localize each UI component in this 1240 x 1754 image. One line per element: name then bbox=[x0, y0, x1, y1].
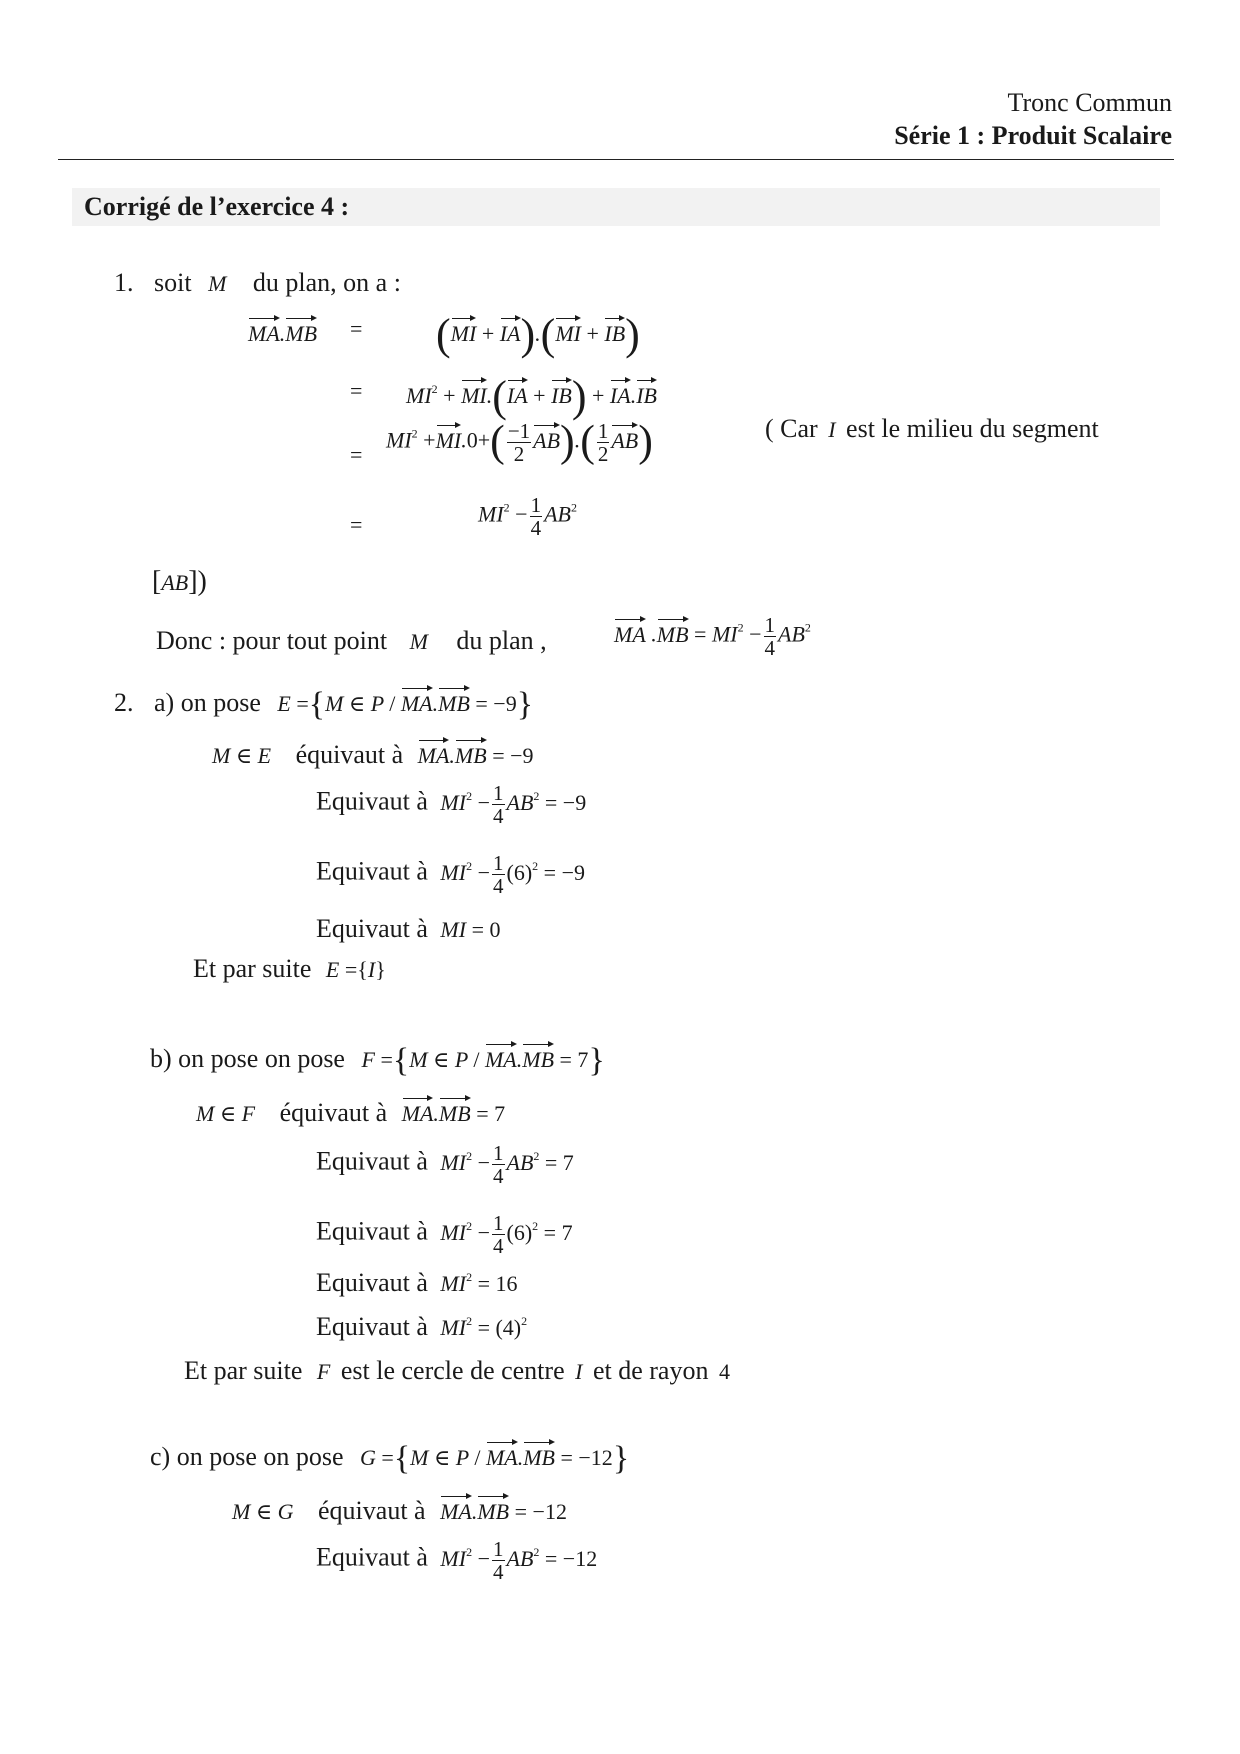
q2c-step2-formula: $MI^2$ − $\frac{1}{4}$ $AB^2 = -12$ bbox=[440, 1537, 598, 1584]
q2b-rayon-value: 4 bbox=[718, 1359, 730, 1384]
eq1-lhs: MA.MB bbox=[248, 316, 317, 347]
q2a-label: a) on pose bbox=[154, 688, 261, 717]
q2a-step2 bbox=[316, 782, 586, 827]
q1-car-rest: est le milieu du segment bbox=[846, 414, 1099, 443]
q2b-result-i: I bbox=[575, 1359, 583, 1384]
q2a-result bbox=[193, 954, 386, 984]
q2b-label: b) on pose on pose bbox=[150, 1044, 345, 1073]
q2c-step1-formula: MA.MB = −12 bbox=[440, 1499, 567, 1524]
q2b-step4 bbox=[316, 1268, 518, 1298]
q2a-step3-formula: $MI^2$ − $\frac{1}{4}$ $(6)^2 = -9$ bbox=[440, 851, 585, 898]
q1-justification bbox=[765, 414, 1099, 444]
q2b-step5-formula: $MI^2 = (4)^2$ bbox=[440, 1314, 528, 1340]
q2c-set-g: G ={M ∈ P / MA.MB = −12} bbox=[360, 1440, 630, 1477]
eq4-rhs: $MI^2$ − $\frac{1}{4}$ $AB^2$ bbox=[478, 493, 577, 540]
q1-number: 1. bbox=[114, 268, 134, 297]
eq2-equals: = bbox=[350, 378, 363, 403]
q2a-result-formula: E ={I} bbox=[325, 957, 386, 982]
q2c-line bbox=[150, 1440, 630, 1477]
eq3-equals: = bbox=[350, 442, 363, 467]
q1-line bbox=[114, 268, 401, 298]
q1-donc: Donc : pour tout point bbox=[156, 626, 388, 655]
q2c-m-in-g: M ∈ G bbox=[232, 1499, 294, 1524]
q2a-step4 bbox=[316, 914, 501, 944]
q2b-equivaut: équivaut à bbox=[279, 1098, 388, 1127]
q2c-step1 bbox=[232, 1494, 567, 1526]
q2a-set-e: E ={M ∈ P / MA.MB = −9} bbox=[277, 686, 534, 723]
q2b-step3-label: Equivaut à bbox=[316, 1216, 428, 1246]
q2c-equivaut: équivaut à bbox=[318, 1496, 426, 1525]
q1-conclusion-formula: MA $.MB = MI^2$ − $\frac{1}{4}$ $AB^2$ bbox=[614, 613, 811, 660]
q2a-step3 bbox=[316, 852, 585, 897]
q1-segment-ab: [AB]) bbox=[152, 566, 207, 597]
q2b-set-f: F ={M ∈ P / MA.MB = 7} bbox=[361, 1042, 605, 1079]
q2b-et-par-suite: Et par suite bbox=[184, 1356, 303, 1385]
q2a-et-par-suite: Et par suite bbox=[193, 954, 312, 983]
q1-point-i: I bbox=[828, 417, 836, 442]
q2b-step4-label: Equivaut à bbox=[316, 1268, 428, 1297]
q2a-step1-formula: MA.MB = −9 bbox=[418, 743, 534, 768]
q2b-result bbox=[184, 1356, 730, 1386]
q2a-step4-label: Equivaut à bbox=[316, 914, 428, 943]
header-divider bbox=[58, 159, 1174, 160]
q2b-step1-formula: MA.MB = 7 bbox=[402, 1101, 505, 1126]
q2b-step3 bbox=[316, 1212, 573, 1257]
q1-soit: soit bbox=[154, 268, 192, 297]
q2a-step2-label: Equivaut à bbox=[316, 786, 428, 816]
eq1-rhs: (MI + IA).(MI + IB) bbox=[436, 310, 640, 359]
q2b-step2-formula: $MI^2$ − $\frac{1}{4}$ $AB^2 = 7$ bbox=[440, 1141, 574, 1188]
eq4-equals: = bbox=[350, 512, 363, 537]
q2a-step4-formula: MI = 0 bbox=[440, 917, 501, 942]
q2c-step2 bbox=[316, 1538, 597, 1583]
q2b-line bbox=[150, 1042, 605, 1079]
q2a-equivaut: équivaut à bbox=[295, 740, 404, 769]
q2b-m-in-f: M ∈ F bbox=[196, 1101, 256, 1126]
q2a-step2-formula: $MI^2$ − $\frac{1}{4}$ $AB^2 = -9$ bbox=[440, 781, 587, 828]
q2b-step3-formula: $MI^2$ − $\frac{1}{4}$ $(6)^2 = 7$ bbox=[440, 1211, 573, 1258]
header-level: Tronc Commun bbox=[1007, 88, 1172, 117]
q2b-step4-formula: $MI^2 = 16$ bbox=[440, 1270, 518, 1296]
q2b-step5 bbox=[316, 1312, 527, 1342]
q2b-cercle-text: est le cercle de centre bbox=[340, 1356, 565, 1385]
q2c-step2-label: Equivaut à bbox=[316, 1542, 428, 1572]
q2-number: 2. bbox=[114, 688, 134, 717]
q2b-step2-label: Equivaut à bbox=[316, 1146, 428, 1176]
section-title: Corrigé de l’exercice 4 : bbox=[84, 192, 350, 221]
q2a-line bbox=[114, 686, 534, 723]
q1-conclusion-m: M bbox=[409, 629, 428, 654]
q2b-step1 bbox=[196, 1096, 505, 1128]
eq2-rhs: $MI^2 + MI.(IA + IB) + IA.IB$ bbox=[406, 372, 657, 421]
header-serie: Série 1 : Produit Scalaire bbox=[894, 121, 1172, 150]
eq1-equals: = bbox=[350, 316, 363, 341]
q2a-m-in-e: M ∈ E bbox=[212, 743, 272, 768]
eq3-rhs: $MI^2 +MI.0+$( $\frac{-1}{2}$ AB).( $\frac{1}{2}$ AB) bbox=[386, 416, 653, 466]
q1-point-m: M bbox=[208, 271, 227, 296]
q2b-rayon-text: et de rayon bbox=[592, 1356, 709, 1385]
q2b-step2 bbox=[316, 1142, 574, 1187]
q1-du-plan: du plan, on a : bbox=[252, 268, 401, 297]
q2b-result-f: F bbox=[316, 1359, 331, 1384]
q2a-step1 bbox=[212, 738, 534, 770]
q2c-label: c) on pose on pose bbox=[150, 1442, 344, 1471]
q1-car: ( Car bbox=[765, 414, 818, 443]
q1-donc-rest: du plan , bbox=[456, 626, 547, 655]
q2b-step5-label: Equivaut à bbox=[316, 1312, 428, 1341]
q2a-step3-label: Equivaut à bbox=[316, 856, 428, 886]
q1-conclusion bbox=[156, 626, 547, 656]
